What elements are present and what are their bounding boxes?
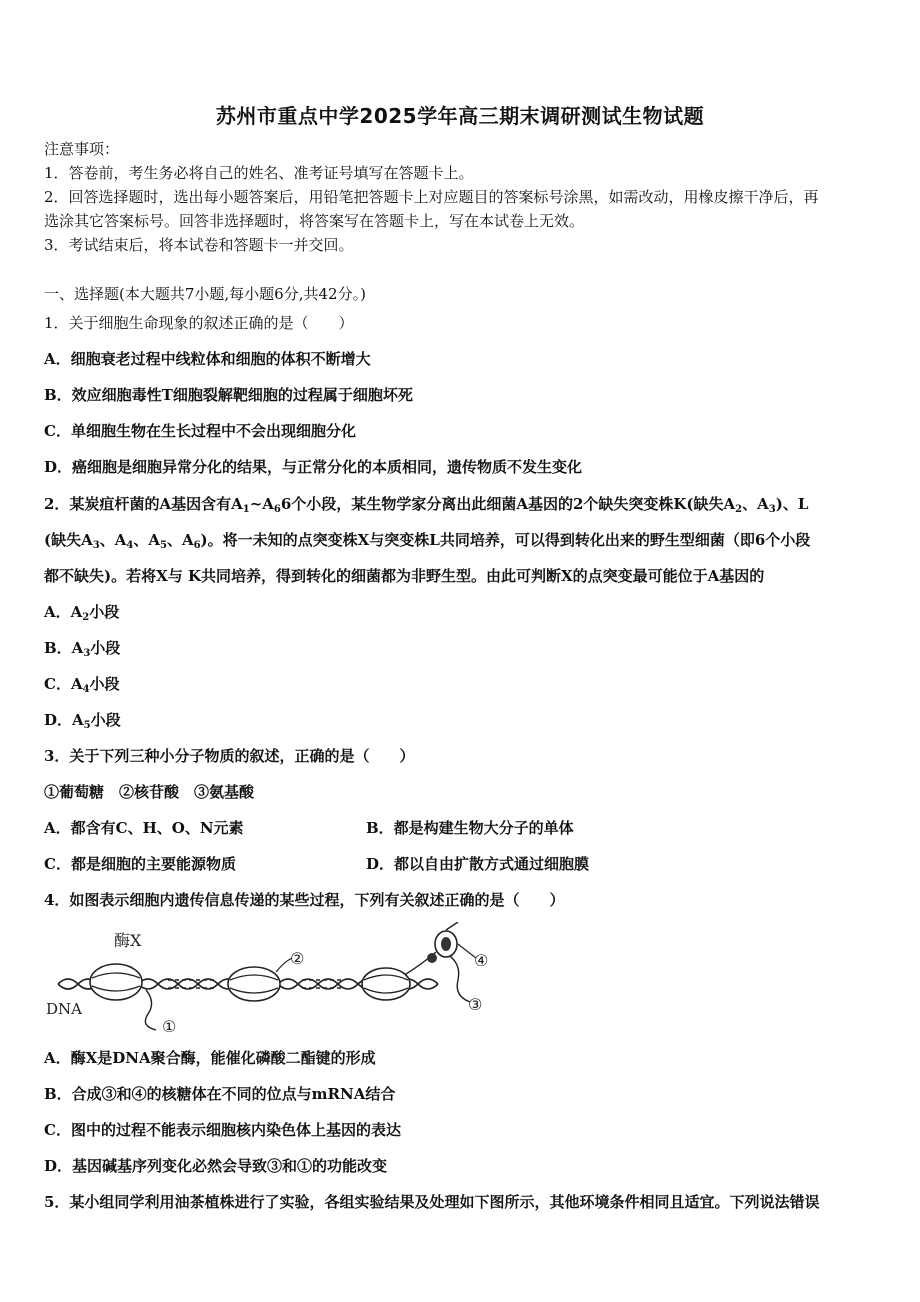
polypeptide-strand [444, 952, 470, 1002]
label-3: ③ [468, 995, 483, 1014]
q5-stem: 5．某小组同学利用油茶植株进行了实验，各组实验结果及处理如下图所示，其他环境条件相同且适宜。下列说法错误 [44, 1193, 820, 1211]
notice-heading: 注意事项： [44, 140, 120, 158]
q3-option-b: B．都是构建生物大分子的单体 [366, 819, 574, 837]
q2-stem-line-2: (缺失$A_3$、$A_4$、$A_5$、$A_6$)。将一未知的点突变株X与突变株L共同培养，可以得到转化出来的野生型细菌（即6个小段 [44, 531, 811, 551]
q4-option-d: D．基因碱基序列变化必然会导致③和①的功能改变 [44, 1157, 388, 1175]
notice-item-2-cont: 选涂其它答案标号。回答非选择题时，将答案写在答题卡上，写在本试卷上无效。 [44, 212, 585, 230]
transcription-translation-diagram [44, 922, 504, 1040]
enzyme-label: 酶X [114, 931, 142, 950]
q2-stem-line-1: 2．某炭疽杆菌的A基因含有$A_1\sim A_66$个小段，某生物学家分离出此细菌A基因的2个缺失突变株K(缺失$A_2$、$A_3$)、L [44, 495, 809, 515]
q1-option-a: A．细胞衰老过程中线粒体和细胞的体积不断增大 [44, 350, 371, 368]
q1-option-d: D．癌细胞是细胞异常分化的结果，与正常分化的本质相同，遗传物质不发生变化 [44, 458, 583, 476]
ribosome [427, 922, 458, 963]
q3-option-d: D．都以自由扩散方式通过细胞膜 [366, 855, 590, 873]
label-4: ④ [474, 951, 489, 970]
q3-option-a: A．都含有C、H、O、N元素 [44, 819, 244, 837]
page-title: 苏州市重点中学2025学年高三期末调研测试生物试题 [215, 104, 705, 128]
q2-stem-line-3: 都不缺失)。若将X与 K共同培养，得到转化的细菌都为非野生型。由此可判断X的点突变最可能位于A基因的 [44, 567, 765, 585]
mrna-strand-1 [145, 990, 156, 1030]
q1-stem: 1．关于细胞生命现象的叙述正确的是（ ） [44, 314, 354, 332]
section-heading: 一、选择题(本大题共7小题,每小题6分,共42分。) [44, 285, 366, 303]
enzyme-complex-3 [362, 968, 410, 1000]
q2-option-a: A．$A_2$小段 [44, 603, 120, 623]
label-1: ① [162, 1017, 177, 1036]
enzyme-complex-2 [228, 967, 280, 1001]
q2-option-b: B．$A_3$小段 [44, 639, 121, 659]
enzyme-complex-1 [90, 964, 142, 1000]
q2-option-c: C．$A_4$小段 [44, 675, 120, 695]
q4-option-c: C．图中的过程不能表示细胞核内染色体上基因的表达 [44, 1121, 401, 1139]
dna-label: DNA [46, 1000, 82, 1018]
q4-stem: 4．如图表示细胞内遗传信息传递的某些过程，下列有关叙述正确的是（ ） [44, 891, 565, 909]
q1-option-b: B．效应细胞毒性T细胞裂解靶细胞的过程属于细胞坏死 [44, 386, 413, 404]
q3-option-c: C．都是细胞的主要能源物质 [44, 855, 236, 873]
q4-option-b: B．合成③和④的核糖体在不同的位点与mRNA结合 [44, 1085, 396, 1103]
q4-option-a: A．酶X是DNA聚合酶，能催化磷酸二酯键的形成 [44, 1049, 376, 1067]
notice-item-1: 1．答卷前，考生务必将自己的姓名、准考证号填写在答题卡上。 [44, 164, 474, 182]
q1-option-c: C．单细胞生物在生长过程中不会出现细胞分化 [44, 422, 356, 440]
q3-stem: 3．关于下列三种小分子物质的叙述，正确的是（ ） [44, 747, 415, 765]
notice-item-2: 2．回答选择题时，选出每小题答案后，用铅笔把答题卡上对应题目的答案标号涂黑，如需改动，用橡皮擦干净后，再 [44, 188, 819, 206]
label-2: ② [290, 949, 305, 968]
q2-option-d: D．$A_5$小段 [44, 711, 121, 731]
notice-item-3: 3．考试结束后，将本试卷和答题卡一并交回。 [44, 236, 354, 254]
q3-items: ①葡萄糖 ②核苷酸 ③氨基酸 [44, 783, 255, 801]
